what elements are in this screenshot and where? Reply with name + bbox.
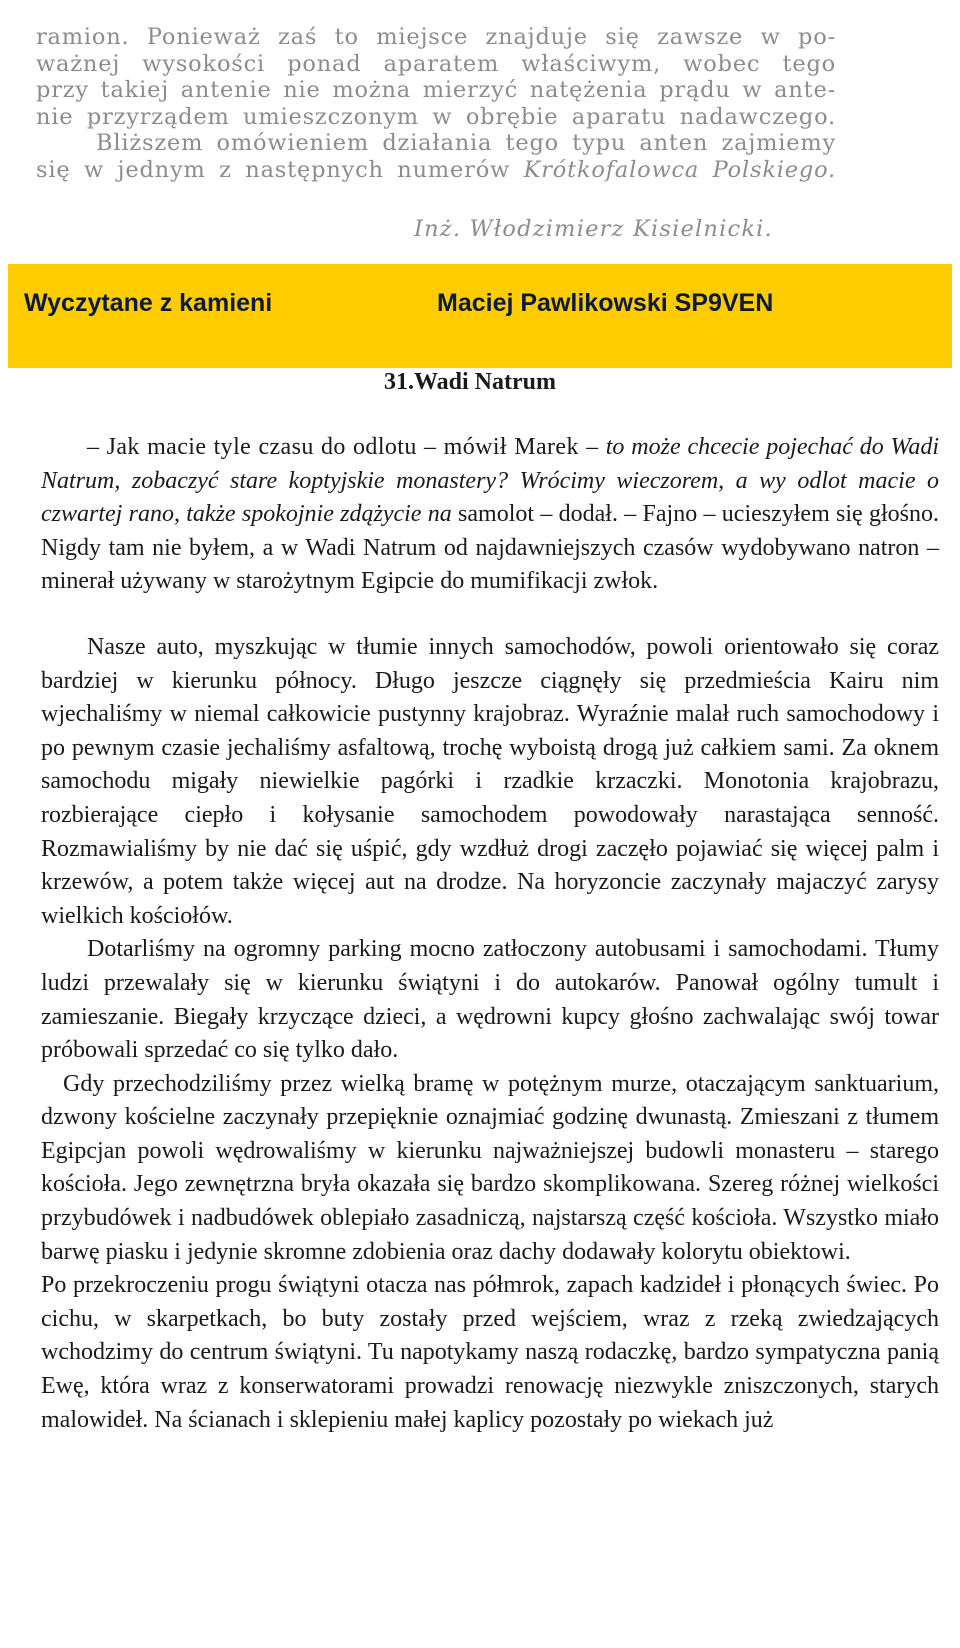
paragraph-text: samolot – dodał. – Fajno – ucieszyłem się głośno. Nigdy tam nie byłem, a w Wadi Natrum od najdawniejszych czasów wydobywano natron – minerał używany w starożytnym Egipcie do mumifikacji zwłok. [41,501,940,595]
scan-signature: Inż. Włodzimierz Kisielnicki. [414,216,773,242]
paragraph [41,431,939,599]
article-body [41,431,939,1437]
paragraph: Po przekroczeniu progu świątyni otacza nas półmrok, zapach kadzideł i płonących świec. Po cichu, w skarpetkach, bo buty zostały przed wejściem, wraz z rzeką zwiedzających wchodzimy do centrum świątyni. Tu napotykamy naszą rodaczkę, bardzo sympatyczna panią Ewę, która wraz z konserwatorami prowadzi renowację niezwykle zniszczonych, starych malowideł. Na ścianach i sklepieniu małej kaplicy pozostały po wiekach już [41,1272,939,1433]
author-name: Maciej Pawlikowski SP9VEN [437,289,774,317]
scan-line: Bliższem omówieniem działania tego typu anten zajmiemy [96,130,836,156]
scanned-fragment [36,24,837,242]
scan-line: przy takiej antenie nie można mierzyć natężenia prądu w ante- [36,77,836,103]
scan-line: ramion. Ponieważ zaś to miejsce znajduje się zawsze w po- [36,24,836,50]
paragraph: Nasze auto, myszkując w tłumie innych samochodów, powoli orientowało się coraz bardziej w kierunku północy. Długo jeszcze ciągnęły się przedmieścia Kairu nim wjechaliśmy w niemal całkowicie pustynny krajobraz. Wyraźnie malał ruch samochodowy i po pewnym czasie jechaliśmy asfaltową, trochę wyboistą drogą już całkiem sami. Za oknem samochodu migały niewielkie pagórki i rzadkie krzaczki. Monotonia krajobrazu, rozbierające ciepło i kołysanie samochodem powodowały narastająca senność. Rozmawialiśmy by nie dać się uśpić, gdy wzdłuż drogi zaczęło pojawiać się więcej palm i krzewów, a potem także więcej aut na drodze. Na horyzoncie zaczynały majaczyć zarysy wielkich kościołów. [41,633,939,929]
column-title: Wyczytane z kamieni [24,289,273,317]
scan-line: ważnej wysokości ponad aparatem właściwym, wobec tego [36,50,836,77]
paragraph: Gdy przechodziliśmy przez wielką bramę w potężnym murze, otaczającym sanktuarium, dzwony kościelne zaczynały przepięknie oznajmiać godzinę dwunastą. Zmieszani z tłumem Egipcjan powoli wędrowaliśmy w kierunku najważniejszej budowli monasteru – starego kościoła. Jego zewnętrzna bryła okazała się bardzo skomplikowana. Szereg różnej wielkości przybudówek i nadbudówek oblepiało zasadniczą, najstarszą część kościoła. Wszystko miało barwę piasku i jedynie skromne zdobienia oraz dachy dodawały kolorytu obiektowi. [41,1070,939,1265]
scan-text: się w jednym z następnych numerów [36,156,524,183]
scan-magazine-title: Krótkofalowca Polskiego. [523,156,837,183]
paragraph: Dotarliśmy na ogromny parking mocno zatłoczony autobusami i samochodami. Tłumy ludzi przewalały się w kierunku świątyni i do autokarów. Panował ogólny tumult i zamieszanie. Biegały krzyczące dzieci, a wędrowni kupcy głośno zachwalając swój towar próbowali sprzedać co się tylko dało. [41,936,939,1064]
section-banner [8,264,952,368]
scan-line: nie przyrządem umieszczonym w obrębie aparatu nadawczego. [36,103,836,130]
article-heading: 31.Wadi Natrum [383,369,556,395]
dialogue-italic: to może chcecie pojechać do Wadi Natrum, zobaczyć stare koptyjskie monastery? Wrócimy wieczorem, a wy odlot macie o czwartej rano, także spokojnie zdążycie na [41,434,939,528]
scan-line-last [36,157,836,184]
dialogue-text: – Jak macie tyle czasu do odlotu – mówił Marek – [87,434,606,460]
